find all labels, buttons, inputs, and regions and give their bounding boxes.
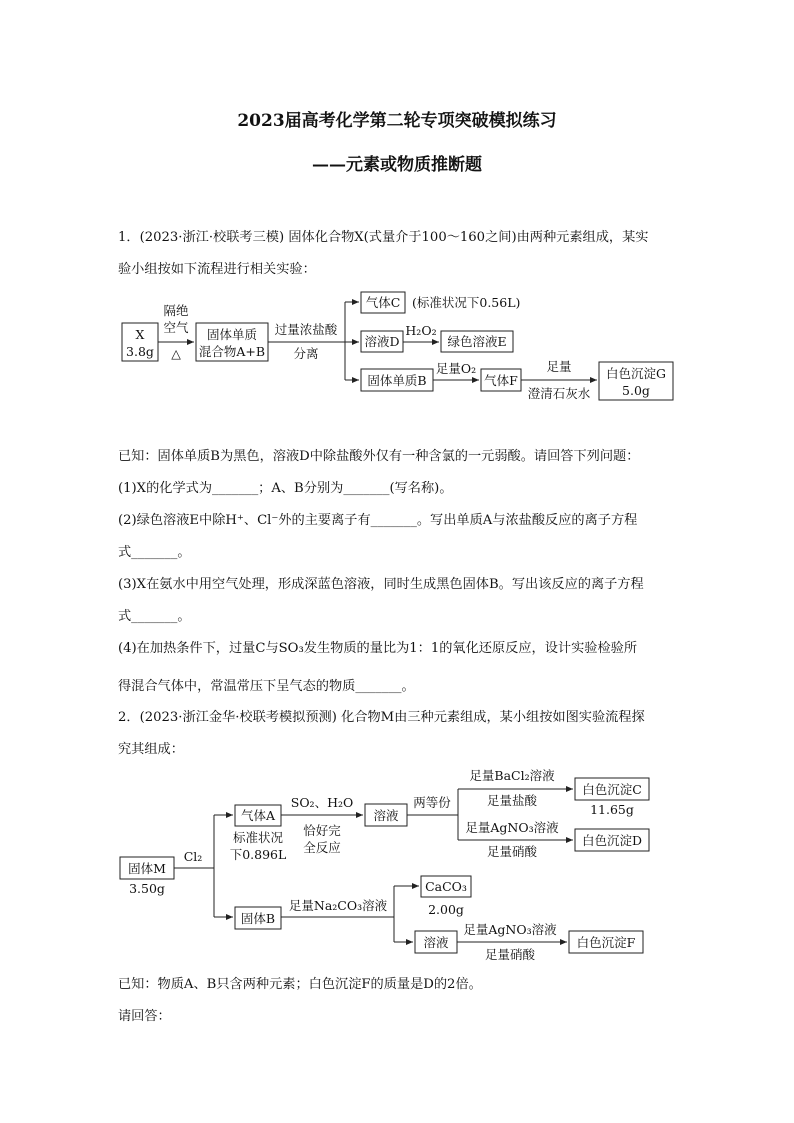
q1-sub2-line2: 式_______。 xyxy=(118,545,191,560)
hno3-top-label: 足量硝酸 xyxy=(486,844,538,859)
ppt-c-mass: 11.65g xyxy=(590,802,634,817)
hcl-label: 足量盐酸 xyxy=(486,793,538,808)
q1-sub4-line2: 得混合气体中，常温常压下呈气态的物质_______。 xyxy=(118,679,415,694)
solution: 溶液 xyxy=(373,808,399,823)
solid-b: 固体单质B xyxy=(367,373,427,388)
page-subtitle: ——元素或物质推断题 xyxy=(312,155,482,175)
q2-flow-diagram xyxy=(0,762,794,972)
cl2-label: Cl₂ xyxy=(183,849,203,864)
ppt-c: 白色沉淀C xyxy=(582,782,642,797)
so2-h2o-label: SO₂、H₂O xyxy=(290,795,354,810)
excess-label: 足量 xyxy=(546,359,572,374)
q2-stem-line1: 2．(2023·浙江金华·校联考模拟预测) 化合物M由三种元素组成，某小组按如图实验流程探 xyxy=(118,710,645,725)
q1-sub3-line2: 式_______。 xyxy=(118,609,191,624)
q2-answer-prompt: 请回答： xyxy=(118,1009,171,1024)
q2-known: 已知：物质A、B只含两种元素；白色沉淀F的质量是D的2倍。 xyxy=(118,977,482,992)
hno3-bottom-label: 足量硝酸 xyxy=(484,947,536,962)
cond-heat: △ xyxy=(171,346,181,361)
q1-stem-line2: 验小组按如下流程进行相关实验： xyxy=(118,262,316,277)
mix-line2: 混合物A+B xyxy=(198,344,266,359)
ppt-g-mass: 5.0g xyxy=(622,383,650,398)
agno3-bottom-label: 足量AgNO₃溶液 xyxy=(463,922,557,937)
sol-d: 溶液D xyxy=(364,334,400,349)
agno3-top-label: 足量AgNO₃溶液 xyxy=(465,820,559,835)
sol-e: 绿色溶液E xyxy=(447,334,507,349)
q1-known: 已知：固体单质B为黑色，溶液D中除盐酸外仅有一种含氯的一元弱酸。请回答下列问题： xyxy=(118,449,640,464)
cond-top: 隔绝 xyxy=(163,303,189,318)
limewater-label: 澄清石灰水 xyxy=(527,386,591,401)
sep-label: 分离 xyxy=(293,346,319,361)
exact-line2: 全反应 xyxy=(303,840,341,855)
q1-sub3-line1: (3)X在氨水中用空气处理，形成深蓝色溶液，同时生成黑色固体B。写出该反应的离子方程 xyxy=(118,577,644,592)
solid-b2: 固体B xyxy=(240,911,276,926)
gas-f: 气体F xyxy=(484,373,518,388)
q1-sub2-line1: (2)绿色溶液E中除H⁺、Cl⁻外的主要离子有_______。写出单质A与浓盐酸反应的离子方程 xyxy=(118,513,638,528)
page-title: 2023届高考化学第二轮专项突破模拟练习 xyxy=(237,111,557,131)
gas-c-note: (标准状况下0.56L) xyxy=(412,295,521,310)
solution2: 溶液 xyxy=(423,935,449,950)
x-mass: 3.8g xyxy=(126,344,154,359)
solid-m: 固体M xyxy=(128,861,166,876)
solid-m-mass: 3.50g xyxy=(129,881,165,896)
gas-a-note2: 下0.896L xyxy=(229,847,287,862)
gas-c: 气体C xyxy=(365,295,401,310)
mix-line1: 固体单质 xyxy=(206,327,258,342)
x-label: X xyxy=(135,327,145,342)
bacl2-label: 足量BaCl₂溶液 xyxy=(469,768,555,783)
caco3: CaCO₃ xyxy=(425,879,467,894)
ppt-g: 白色沉淀G xyxy=(606,366,666,381)
na2co3-label: 足量Na₂CO₃溶液 xyxy=(288,898,388,913)
gas-a: 气体A xyxy=(240,808,276,823)
exact-line1: 恰好完 xyxy=(303,823,341,838)
o2-label: 足量O₂ xyxy=(435,361,477,376)
acid-label: 过量浓盐酸 xyxy=(274,322,338,337)
q1-flow-diagram xyxy=(0,290,794,420)
q1-stem-line1: 1．(2023·浙江·校联考三模) 固体化合物X(式量介于100～160之间)由两种元素组成，某实 xyxy=(118,230,649,245)
caco3-mass: 2.00g xyxy=(428,902,464,917)
q1-sub1: (1)X的化学式为_______；A、B分别为_______(写名称)。 xyxy=(118,481,453,496)
q2-stem-line2: 究其组成： xyxy=(118,742,184,757)
ppt-d: 白色沉淀D xyxy=(581,833,643,848)
two-parts-label: 两等份 xyxy=(413,795,451,810)
ppt-f: 白色沉淀F xyxy=(576,935,636,950)
q1-sub4-line1: (4)在加热条件下，过量C与SO₃发生物质的量比为1：1的氧化还原反应，设计实验检验所 xyxy=(118,641,638,656)
gas-a-note1: 标准状况 xyxy=(232,830,284,845)
h2o2-label: H₂O₂ xyxy=(405,323,437,338)
cond-mid: 空气 xyxy=(163,320,189,335)
